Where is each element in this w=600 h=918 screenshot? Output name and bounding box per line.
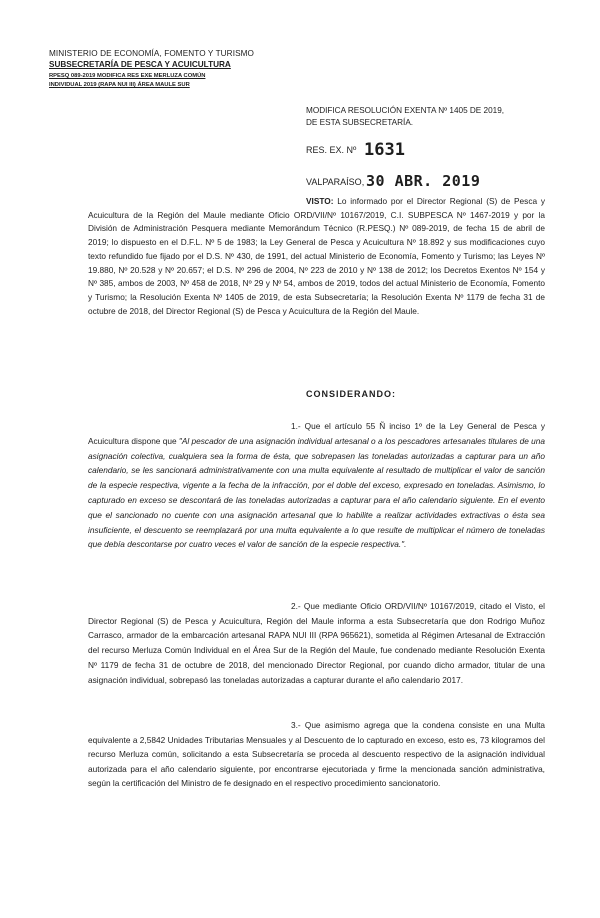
- subject-line-2: DE ESTA SUBSECRETARÍA.: [306, 118, 414, 127]
- considerando-paragraph-3: [88, 718, 545, 791]
- considerando-paragraph-1: [88, 419, 545, 552]
- p3-text: 3.- Que asimismo agrega que la condena consiste en una Multa equivalente a 2,5842 Unidades Tributarias Mensuales y al Descuento de lo capturado en exceso, esto es, 73 kilogramos del recurso Merluza común, solicitando a esta Subsecretaría se proceda al descuento respectivo de la asignación individual autorizada para el año calendario siguiente, por encontrarse ejecutoriada y firme la mencionada sanción administrativa, según la certificación del Ministro de fe designado en el respectivo procedimiento sancionatorio.: [88, 720, 545, 789]
- date-row: [306, 171, 480, 189]
- resolution-label: RES. EX. Nº: [306, 145, 357, 155]
- considerando-heading: CONSIDERANDO:: [306, 389, 397, 399]
- subject-block: [306, 105, 504, 129]
- considerando-paragraph-2: [88, 599, 545, 687]
- date-stamp: 30 ABR. 2019: [366, 172, 481, 190]
- visto-label: VISTO:: [306, 196, 334, 206]
- ministry-name: MINISTERIO DE ECONOMÍA, FOMENTO Y TURISMO: [49, 49, 255, 58]
- p1-intro: 1.- Que el artículo 55 Ñ inciso 1º de la Ley General de Pesca y Acuicultura dispone que: [88, 421, 545, 446]
- letterhead: [49, 48, 269, 90]
- visto-paragraph: [88, 195, 545, 318]
- reference-line-1: RPESQ 089-2019 MODIFICA RES EXE MERLUZA COMÚN: [49, 73, 206, 79]
- p1-quote: "Al pescador de una asignación individual artesanal o a los pescadores artesanales titulares de una asignación colectiva, cualquiera sea la forma de ésta, que sobrepasen las toneladas autorizadas a capturar para un año calendario, se les sancionará administrativamente con una multa equivalente al resultado de multiplicar el valor de sanción de la especie respectiva, vigente a la fecha de la infracción, por el doble del exceso, expresado en toneladas. Asimismo, lo capturado en exceso se descontará de las toneladas autorizadas a capturar para el año calendario siguiente. En el evento que el sancionado no cuente con una asignación artesanal que lo habilite a realizar actividades extractivas o ésta sea insuficiente, el descuento se reemplazará por una multa equivalente a lo que resulte de multiplicar el número de toneladas que debía descontarse por cuatro veces el valor de sanción de la especie respectiva.".: [88, 435, 545, 550]
- subsecretaria-name: SUBSECRETARÍA DE PESCA Y ACUICULTURA: [49, 60, 231, 69]
- reference-line-2: INDIVIDUAL 2019 (RAPA NUI III) ÁREA MAULE SUR: [49, 82, 190, 88]
- p2-text: 2.- Que mediante Oficio ORD/VII/Nº 10167/2019, citado el Visto, el Director Regional (S) de Pesca y Acuicultura, Región del Maule informa a esta Subsecretaría que don Rodrigo Muñoz Carrasco, armador de la embarcación artesanal RAPA NUI III (RPA 965621), sometida al Régimen Artesanal de Extracción del recurso Merluza Común Individual en el Área Sur de la Región del Maule, fue condenado mediante Resolución Exenta Nº 1179 de fecha 31 de octubre de 2018, del mencionado Director Regional, por cuando dicho armador, titular de una asignación individual, sobrepasó las toneladas autorizadas a capturar durante el año calendario 2017.: [88, 601, 545, 685]
- visto-text: Lo informado por el Director Regional (S) de Pesca y Acuicultura de la Región del Maule mediante Oficio ORD/VII/Nº 10167/2019, C.I. SUBPESCA Nº 1467-2019 y por la División de Administración Pesquera mediante Memorándum Técnico (R.PESQ.) Nº 089-2019, de fecha 15 de abril de 2019; lo dispuesto en el D.F.L. Nº 5 de 1983; la Ley General de Pesca y Acuicultura Nº 18.892 y sus modificaciones cuyo texto refundido fue fijado por el D.S. Nº 430, de 1991, del actual Ministerio de Economía, Fomento y Turismo; las Leyes Nº 19.880, Nº 20.528 y Nº 20.657; el D.S. Nº 296 de 2004, Nº 223 de 2010 y Nº 138 de 2012; los Decretos Exentos Nº 154 y Nº 385, ambos de 2003, Nº 458 de 2018, Nº 29 y Nº 54, ambos de 2019, todos del actual Ministerio de Economía, Fomento y Turismo; la Resolución Exenta Nº 1405 de 2019, de esta Subsecretaría; la Resolución Exenta Nº 1179 de fecha 31 de octubre de 2018, del Director Regional (S) de Pesca y Acuicultura de la Región del Maule.: [88, 196, 545, 316]
- resolution-number: 1631: [364, 140, 405, 160]
- resolution-number-row: [306, 138, 405, 158]
- subject-line-1: MODIFICA RESOLUCIÓN EXENTA Nº 1405 DE 2019,: [306, 106, 505, 115]
- date-place: VALPARAÍSO,: [306, 177, 365, 187]
